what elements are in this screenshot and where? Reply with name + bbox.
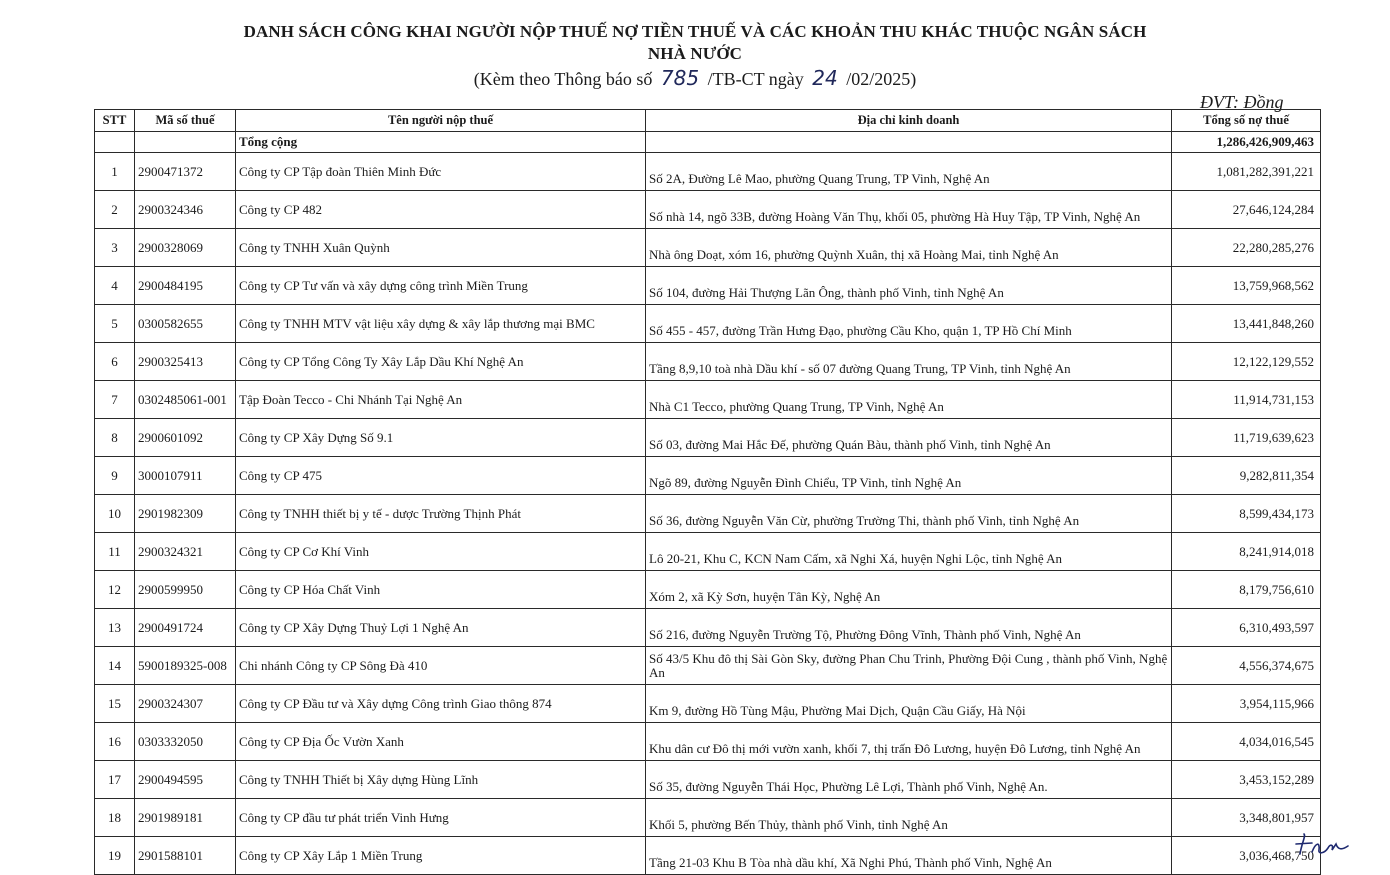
row-stt: 18 (95, 799, 135, 837)
row-total-debt: 8,241,914,018 (1172, 533, 1321, 571)
row-taxpayer-name: Công ty CP đầu tư phát triển Vinh Hưng (236, 799, 646, 837)
row-stt: 10 (95, 495, 135, 533)
row-tax-code: 2900324321 (135, 533, 236, 571)
column-header-total-debt: Tổng số nợ thuế (1172, 110, 1321, 132)
row-business-address: Số 35, đường Nguyễn Thái Học, Phường Lê Lợi, Thành phố Vinh, Nghệ An. (646, 761, 1172, 799)
row-business-address: Lô 20-21, Khu C, KCN Nam Cấm, xã Nghi Xá, huyện Nghi Lộc, tỉnh Nghệ An (646, 533, 1172, 571)
table-row (95, 685, 1321, 723)
table-row (95, 305, 1321, 343)
row-business-address: Số 36, đường Nguyễn Văn Cừ, phường Trường Thi, thành phố Vinh, tỉnh Nghệ An (646, 495, 1172, 533)
table-header-row (95, 110, 1321, 132)
row-business-address: Số 43/5 Khu đô thị Sài Gòn Sky, đường Phan Chu Trinh, Phường Đội Cung , thành phố Vinh, Nghệ An (646, 647, 1172, 685)
row-business-address: Xóm 2, xã Kỳ Sơn, huyện Tân Kỳ, Nghệ An (646, 571, 1172, 609)
row-taxpayer-name: Tập Đoàn Tecco - Chi Nhánh Tại Nghệ An (236, 381, 646, 419)
row-tax-code: 2900471372 (135, 153, 236, 191)
table-row (95, 495, 1321, 533)
table-row (95, 267, 1321, 305)
notice-day: 24 (812, 66, 838, 90)
row-stt: 11 (95, 533, 135, 571)
row-tax-code: 2901982309 (135, 495, 236, 533)
document-subtitle (0, 66, 1390, 90)
row-total-debt: 13,759,968,562 (1172, 267, 1321, 305)
tax-debt-table (94, 109, 1321, 875)
row-stt: 7 (95, 381, 135, 419)
row-tax-code: 0302485061-001 (135, 381, 236, 419)
row-total-debt: 4,556,374,675 (1172, 647, 1321, 685)
row-stt: 15 (95, 685, 135, 723)
row-total-debt: 3,348,801,957 (1172, 799, 1321, 837)
row-stt: 17 (95, 761, 135, 799)
row-taxpayer-name: Công ty TNHH MTV vật liệu xây dựng & xây lắp thương mại BMC (236, 305, 646, 343)
column-header-tax-code: Mã số thuế (135, 110, 236, 132)
column-header-stt: STT (95, 110, 135, 132)
notice-number: 785 (660, 66, 700, 90)
row-total-debt: 8,599,434,173 (1172, 495, 1321, 533)
row-total-debt: 11,914,731,153 (1172, 381, 1321, 419)
row-stt: 9 (95, 457, 135, 495)
row-business-address: Số 03, đường Mai Hắc Đế, phường Quán Bàu, thành phố Vinh, tỉnh Nghệ An (646, 419, 1172, 457)
row-total-debt: 3,036,468,750 (1172, 837, 1321, 875)
row-business-address: Km 9, đường Hồ Tùng Mậu, Phường Mai Dịch, Quận Cầu Giấy, Hà Nội (646, 685, 1172, 723)
total-stt-cell (95, 132, 135, 153)
row-business-address: Số 2A, Đường Lê Mao, phường Quang Trung, TP Vinh, Nghệ An (646, 153, 1172, 191)
subtitle-prefix: (Kèm theo Thông báo số (473, 69, 653, 89)
row-stt: 6 (95, 343, 135, 381)
row-stt: 8 (95, 419, 135, 457)
table-row (95, 609, 1321, 647)
row-taxpayer-name: Công ty CP Tổng Công Ty Xây Lắp Dầu Khí Nghệ An (236, 343, 646, 381)
row-taxpayer-name: Công ty TNHH thiết bị y tế - dược Trường Thịnh Phát (236, 495, 646, 533)
row-tax-code: 2900325413 (135, 343, 236, 381)
document-title-line2: NHÀ NƯỚC (647, 44, 743, 63)
column-header-taxpayer-name: Tên người nộp thuế (236, 110, 646, 132)
row-business-address: Số 455 - 457, đường Trần Hưng Đạo, phường Cầu Kho, quận 1, TP Hồ Chí Minh (646, 305, 1172, 343)
row-stt: 5 (95, 305, 135, 343)
row-business-address: Ngõ 89, đường Nguyễn Đình Chiểu, TP Vinh, tỉnh Nghệ An (646, 457, 1172, 495)
row-tax-code: 2900491724 (135, 609, 236, 647)
row-total-debt: 27,646,124,284 (1172, 191, 1321, 229)
row-stt: 1 (95, 153, 135, 191)
row-taxpayer-name: Công ty CP 482 (236, 191, 646, 229)
row-taxpayer-name: Công ty CP Đầu tư và Xây dựng Công trình Giao thông 874 (236, 685, 646, 723)
row-taxpayer-name: Công ty CP Xây Dựng Số 9.1 (236, 419, 646, 457)
table-row (95, 381, 1321, 419)
row-stt: 16 (95, 723, 135, 761)
row-total-debt: 3,453,152,289 (1172, 761, 1321, 799)
document-title-line1: DANH SÁCH CÔNG KHAI NGƯỜI NỘP THUẾ NỢ TIỀN THUẾ VÀ CÁC KHOẢN THU KHÁC THUỘC NGÂN SÁCH (243, 22, 1147, 41)
row-taxpayer-name: Công ty TNHH Thiết bị Xây dựng Hùng Lĩnh (236, 761, 646, 799)
total-row (95, 132, 1321, 153)
subtitle-middle: /TB-CT ngày (707, 69, 804, 89)
total-value: 1,286,426,909,463 (1172, 132, 1321, 153)
row-business-address: Tầng 21-03 Khu B Tòa nhà dầu khí, Xã Nghi Phú, Thành phố Vinh, Nghệ An (646, 837, 1172, 875)
row-total-debt: 11,719,639,623 (1172, 419, 1321, 457)
row-taxpayer-name: Công ty CP Tư vấn và xây dựng công trình Miền Trung (236, 267, 646, 305)
column-header-business-address: Địa chỉ kinh doanh (646, 110, 1172, 132)
row-taxpayer-name: Công ty TNHH Xuân Quỳnh (236, 229, 646, 267)
row-business-address: Nhà C1 Tecco, phường Quang Trung, TP Vinh, Nghệ An (646, 381, 1172, 419)
row-total-debt: 12,122,129,552 (1172, 343, 1321, 381)
currency-unit: ĐVT: Đồng (1200, 92, 1284, 112)
row-total-debt: 4,034,016,545 (1172, 723, 1321, 761)
row-taxpayer-name: Công ty CP Tập đoàn Thiên Minh Đức (236, 153, 646, 191)
row-tax-code: 2901588101 (135, 837, 236, 875)
row-tax-code: 3000107911 (135, 457, 236, 495)
table-row (95, 723, 1321, 761)
table-row (95, 647, 1321, 685)
row-business-address: Số 216, đường Nguyễn Trường Tộ, Phường Đông Vĩnh, Thành phố Vinh, Nghệ An (646, 609, 1172, 647)
row-stt: 12 (95, 571, 135, 609)
table-row (95, 457, 1321, 495)
row-taxpayer-name: Công ty CP Địa Ốc Vườn Xanh (236, 723, 646, 761)
row-total-debt: 3,954,115,966 (1172, 685, 1321, 723)
row-business-address: Số 104, đường Hải Thượng Lãn Ông, thành phố Vinh, tỉnh Nghệ An (646, 267, 1172, 305)
total-mst-cell (135, 132, 236, 153)
row-total-debt: 13,441,848,260 (1172, 305, 1321, 343)
row-business-address: Khu dân cư Đô thị mới vườn xanh, khối 7, thị trấn Đô Lương, huyện Đô Lương, tỉnh Nghệ An (646, 723, 1172, 761)
total-address-cell (646, 132, 1172, 153)
table-row (95, 799, 1321, 837)
subtitle-suffix: /02/2025) (846, 69, 917, 89)
table-row (95, 571, 1321, 609)
row-stt: 4 (95, 267, 135, 305)
row-tax-code: 2900601092 (135, 419, 236, 457)
row-stt: 2 (95, 191, 135, 229)
row-total-debt: 1,081,282,391,221 (1172, 153, 1321, 191)
row-taxpayer-name: Chi nhánh Công ty CP Sông Đà 410 (236, 647, 646, 685)
table-row (95, 229, 1321, 267)
row-tax-code: 2900324346 (135, 191, 236, 229)
row-tax-code: 2900324307 (135, 685, 236, 723)
row-business-address: Số nhà 14, ngõ 33B, đường Hoàng Văn Thụ, khối 05, phường Hà Huy Tập, TP Vinh, Nghệ An (646, 191, 1172, 229)
table-row (95, 343, 1321, 381)
table-row (95, 191, 1321, 229)
row-taxpayer-name: Công ty CP Xây Lắp 1 Miền Trung (236, 837, 646, 875)
row-stt: 14 (95, 647, 135, 685)
row-business-address: Nhà ông Doạt, xóm 16, phường Quỳnh Xuân, thị xã Hoàng Mai, tỉnh Nghệ An (646, 229, 1172, 267)
row-stt: 13 (95, 609, 135, 647)
row-tax-code: 2900599950 (135, 571, 236, 609)
row-tax-code: 5900189325-008 (135, 647, 236, 685)
row-tax-code: 2900494595 (135, 761, 236, 799)
table-row (95, 153, 1321, 191)
row-total-debt: 9,282,811,354 (1172, 457, 1321, 495)
row-total-debt: 22,280,285,276 (1172, 229, 1321, 267)
table-row (95, 419, 1321, 457)
row-taxpayer-name: Công ty CP 475 (236, 457, 646, 495)
row-taxpayer-name: Công ty CP Hóa Chất Vinh (236, 571, 646, 609)
row-business-address: Tầng 8,9,10 toà nhà Dầu khí - số 07 đường Quang Trung, TP Vinh, tỉnh Nghệ An (646, 343, 1172, 381)
table-row (95, 533, 1321, 571)
row-business-address: Khối 5, phường Bến Thủy, thành phố Vinh, tỉnh Nghệ An (646, 799, 1172, 837)
handwritten-signature (1292, 832, 1352, 858)
row-total-debt: 6,310,493,597 (1172, 609, 1321, 647)
row-tax-code: 2900484195 (135, 267, 236, 305)
table-row (95, 837, 1321, 875)
row-tax-code: 0300582655 (135, 305, 236, 343)
row-taxpayer-name: Công ty CP Cơ Khí Vinh (236, 533, 646, 571)
row-total-debt: 8,179,756,610 (1172, 571, 1321, 609)
table-row (95, 761, 1321, 799)
total-label: Tổng cộng (236, 132, 646, 153)
row-stt: 19 (95, 837, 135, 875)
row-tax-code: 2901989181 (135, 799, 236, 837)
row-taxpayer-name: Công ty CP Xây Dựng Thuỷ Lợi 1 Nghệ An (236, 609, 646, 647)
row-tax-code: 2900328069 (135, 229, 236, 267)
row-stt: 3 (95, 229, 135, 267)
row-tax-code: 0303332050 (135, 723, 236, 761)
